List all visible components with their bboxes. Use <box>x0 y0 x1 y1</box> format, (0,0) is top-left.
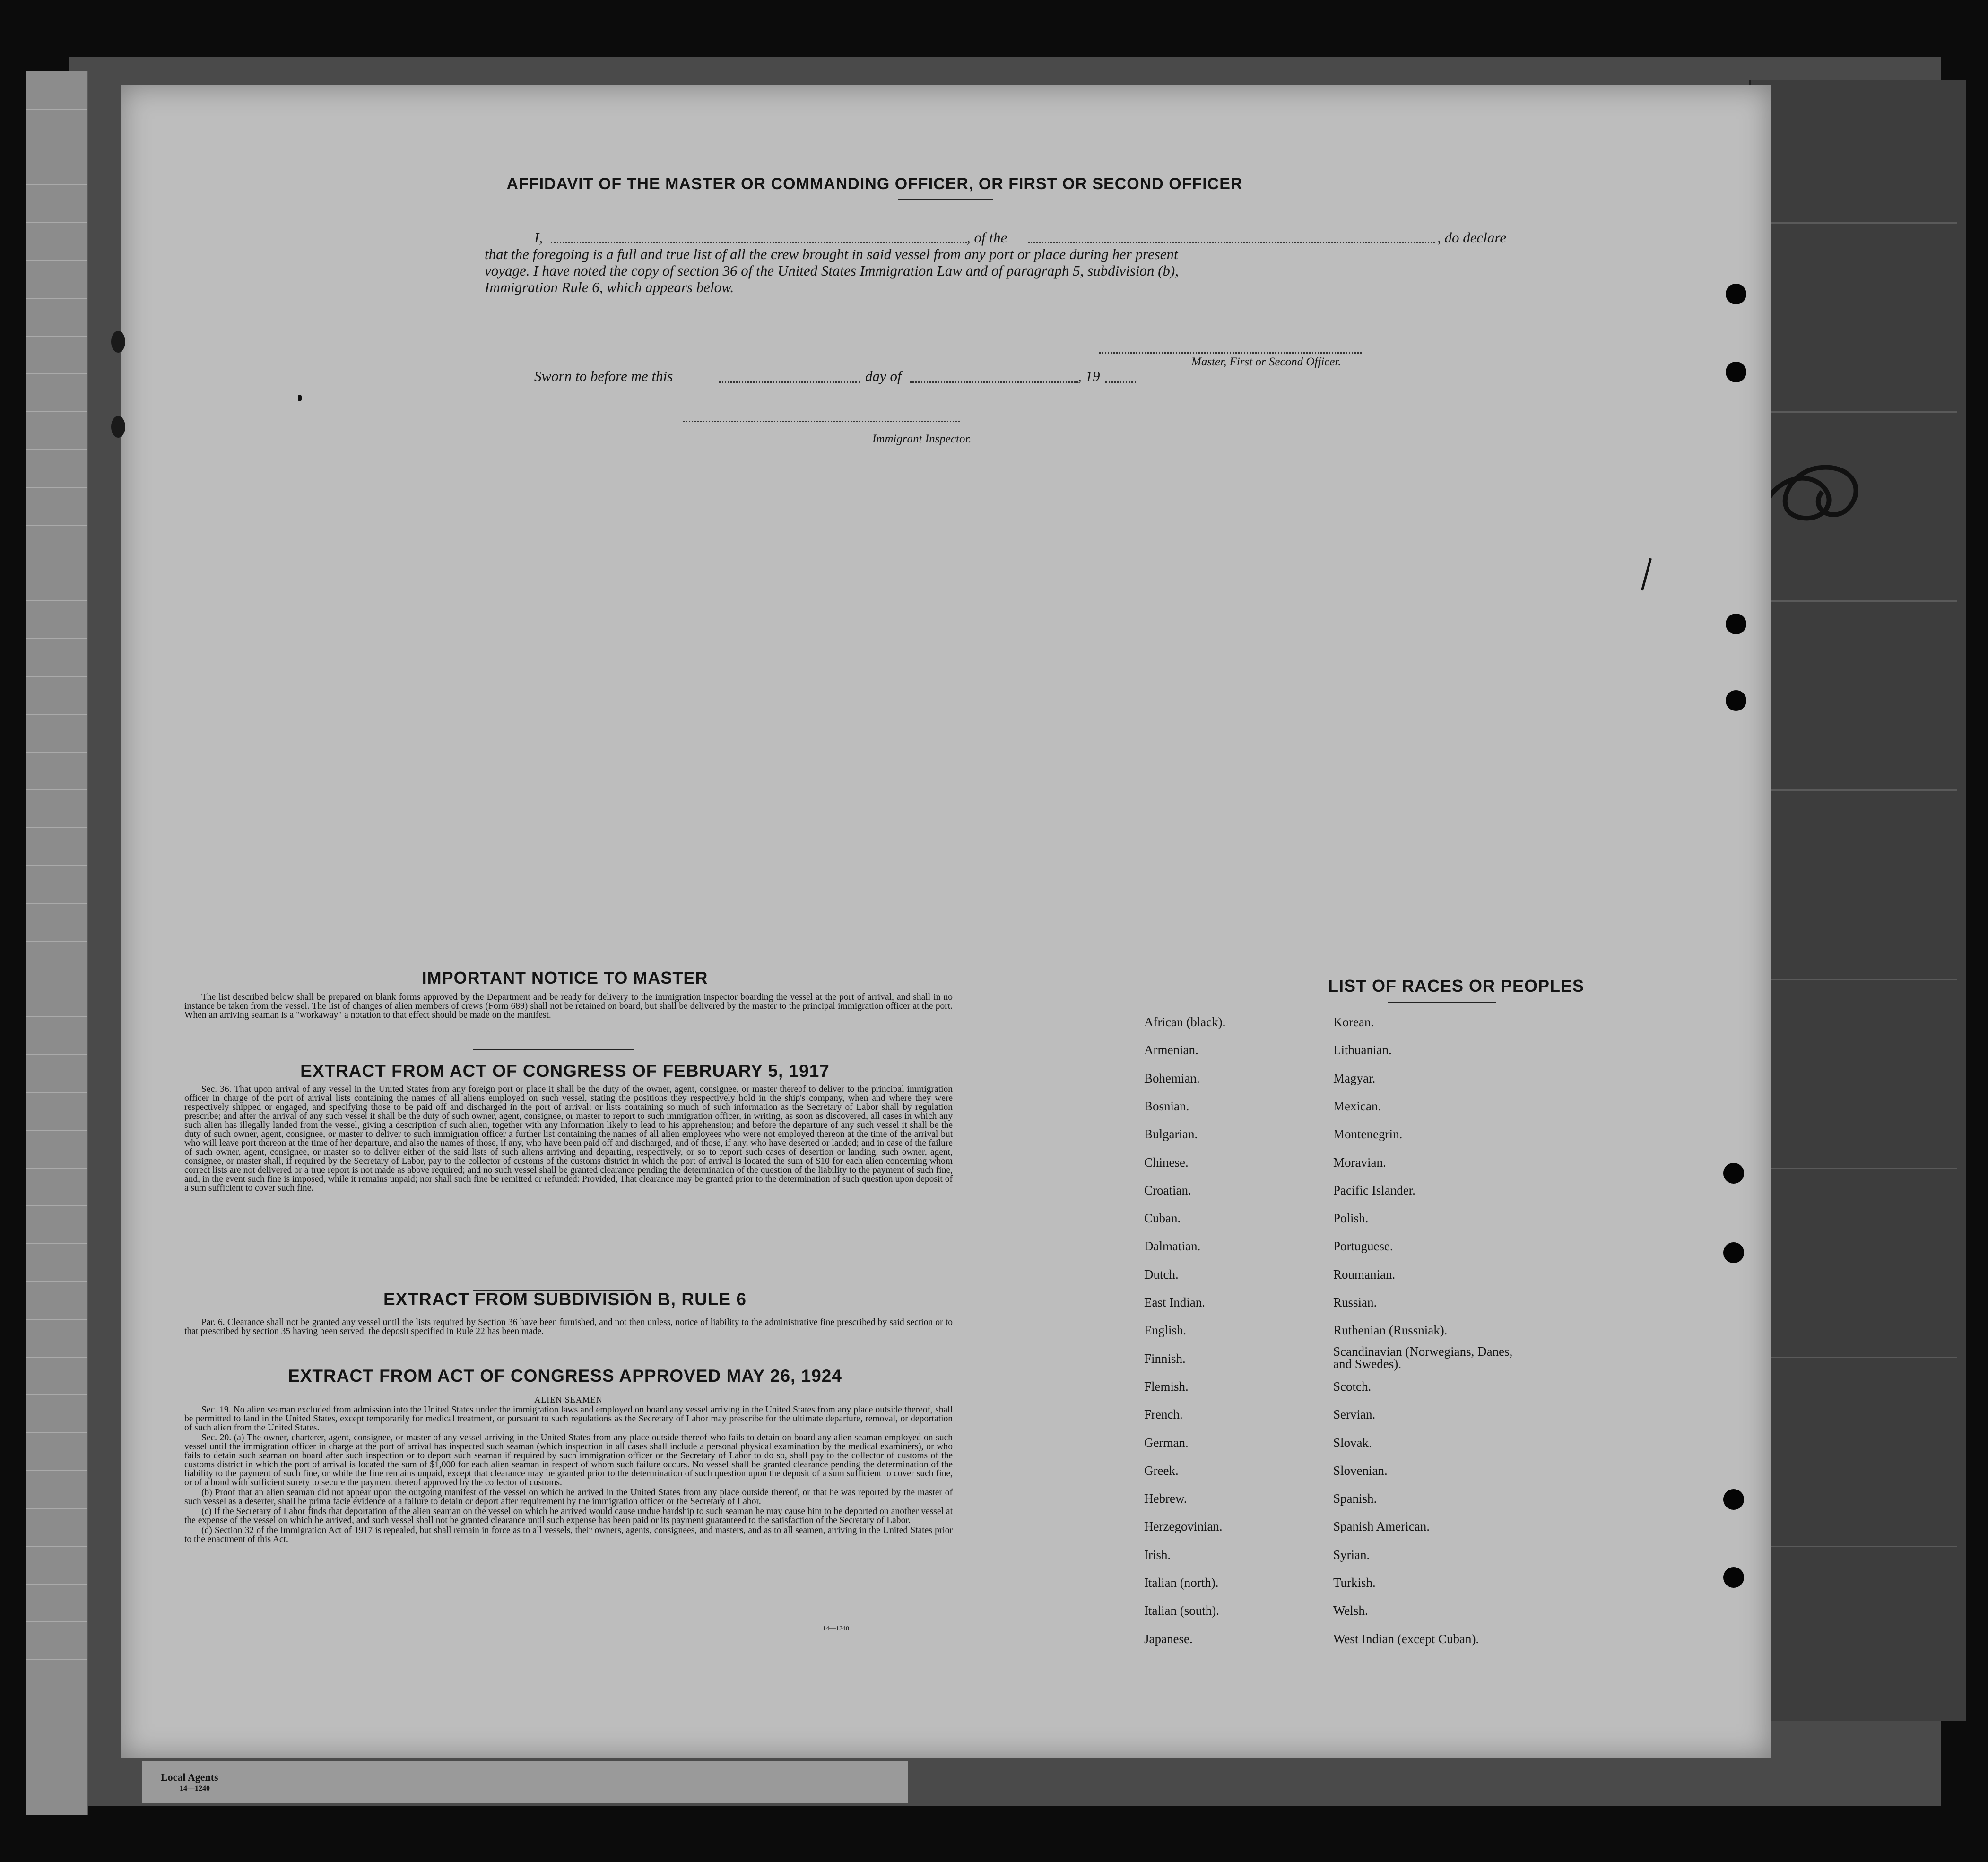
race-item: Dalmatian. <box>1144 1239 1201 1253</box>
affidavit-line-4: Immigration Rule 6, which appears below. <box>485 279 734 295</box>
section-20b-text: (b) Proof that an alien seaman did not appear upon the outgoing manifest of the vessel on which he arrived in the United States from any place outside thereof, or that he was reported by the master of such vessel as a deserter, shall be prima facie evidence of a failure to detain or deport after requirement by the immigration officer or the Secretary of Labor. <box>184 1488 953 1507</box>
punch-hole <box>1726 690 1746 711</box>
pen-loop-mark <box>1756 449 1898 544</box>
race-item: East Indian. <box>1144 1295 1205 1309</box>
race-item: Spanish. <box>1333 1491 1377 1506</box>
race-item: Bulgarian. <box>1144 1127 1198 1141</box>
section-20d-text: (d) Section 32 of the Immigration Act of 1917 is repealed, but shall remain in force as to all vessels, their owners, agents, consignees, and masters, and as to all seamen, arriving in the United States prior to the enactment of this Act. <box>184 1525 953 1544</box>
race-item: Roumanian. <box>1333 1267 1396 1282</box>
race-item: Moravian. <box>1333 1155 1386 1169</box>
punch-hole <box>1723 1242 1744 1263</box>
race-item: Ruthenian (Russniak). <box>1333 1323 1448 1337</box>
punch-hole <box>1726 362 1746 382</box>
inspector-caption: Immigrant Inspector. <box>872 433 972 445</box>
race-item: Russian. <box>1333 1295 1377 1309</box>
officer-signature-caption: Master, First or Second Officer. <box>1191 355 1341 368</box>
race-item: German. <box>1144 1436 1189 1450</box>
race-item: Turkish. <box>1333 1576 1376 1590</box>
race-item: Bosnian. <box>1144 1099 1189 1113</box>
race-item: African (black). <box>1144 1015 1226 1029</box>
race-item: Armenian. <box>1144 1043 1198 1057</box>
sworn-month-field[interactable] <box>910 381 1078 383</box>
extract-1924-body <box>184 1395 953 1545</box>
footer-form-number: 14—1240 <box>180 1784 210 1793</box>
year-label: , 19 <box>1078 368 1100 384</box>
right-backing-page <box>1749 80 1966 1721</box>
races-title: LIST OF RACES OR PEOPLES <box>1328 976 1585 996</box>
section-19-text: Sec. 19. No alien seaman excluded from admission into the United States under the immigration laws and employed on board any vessel arriving in the United States from any place outside thereof, shall be permitted to land in the United States, except temporarily for medical treatment, or pursuant to such regulations as the Secretary of Labor may prescribe for the ultimate departure, removal, or deportation of such alien from the United States. <box>184 1405 953 1433</box>
race-item: Hebrew. <box>1144 1491 1187 1506</box>
race-item: Scandinavian (Norwegians, Danes, and Swedes). <box>1333 1344 1513 1371</box>
race-item: Bohemian. <box>1144 1071 1200 1085</box>
bottom-form-strip <box>142 1761 908 1803</box>
affidavit-line-2: that the foregoing is a full and true list of all the crew brought in said vessel from any port or place during her present <box>485 246 1178 262</box>
race-item: Chinese. <box>1144 1155 1189 1169</box>
race-item: Magyar. <box>1333 1071 1376 1085</box>
race-item: Portuguese. <box>1333 1239 1393 1253</box>
race-item: Greek. <box>1144 1464 1179 1478</box>
race-item: Italian (south). <box>1144 1603 1219 1618</box>
officer-signature-field[interactable] <box>1099 352 1362 354</box>
title-underline <box>898 199 993 200</box>
punch-hole <box>1723 1489 1744 1510</box>
race-item: Finnish. <box>1144 1351 1186 1366</box>
sworn-year-field[interactable] <box>1105 381 1136 383</box>
section-20a-text: Sec. 20. (a) The owner, charterer, agent, consignee, or master of any vessel arriving in the United States from any place outside thereof who fails to detain on board any alien seaman employed on such vessel until the immigration officer in charge at the port of arrival has inspected such seaman (which inspection in all cases shall include a personal physical examination by the medical examiners), or who fails to detain such seaman on board after such inspection or to deport such seaman if required by such immigration officer or the Secretary of Labor to do so, shall pay to the collector of customs of the customs district in which the port of arrival is located the sum of $1,000 for each alien seaman in respect of whom such failure occurs. No vessel shall be granted clearance pending the determination of the liability to the payment of such fine, or while the fine remains unpaid, except that clearance may be granted prior to the determination of such question upon the deposit of a sum sufficient to cover such fine, or of a bond with sufficient surety to secure the payment thereof approved by the collector of customs. <box>184 1433 953 1488</box>
punch-hole <box>1723 1567 1744 1588</box>
notice-paragraph: The list described below shall be prepared on blank forms approved by the Department and be ready for delivery to the immigration inspector boarding the vessel at the port of arrival, and shall in no instance be taken from the vessel. The list of changes of alien members of crews (Form 689) shall not be retained on board, but shall be delivered by the master to the principal immigration officer at the port. When an arriving seaman is a "workaway" a notation to that effect should be made on the manifest. <box>184 992 953 1020</box>
punch-hole <box>1723 1163 1744 1184</box>
declarant-prefix: I, <box>534 229 543 246</box>
race-item: Spanish American. <box>1333 1519 1430 1533</box>
notice-title: IMPORTANT NOTICE TO MASTER <box>422 968 708 987</box>
race-item: Herzegovinian. <box>1144 1519 1223 1533</box>
race-item: Slovak. <box>1333 1436 1372 1450</box>
extract-1917-title: EXTRACT FROM ACT OF CONGRESS OF FEBRUARY 5, 1917 <box>300 1061 830 1081</box>
extract-1917-body <box>184 1085 953 1194</box>
race-item: English. <box>1144 1323 1187 1337</box>
race-item: Welsh. <box>1333 1603 1368 1618</box>
extract-form-number: 14—1240 <box>823 1625 849 1632</box>
race-item: Mexican. <box>1333 1099 1381 1113</box>
race-item: French. <box>1144 1407 1183 1421</box>
declarant-name-field[interactable] <box>551 242 967 243</box>
races-underline <box>1388 1002 1496 1003</box>
sworn-prefix: Sworn to before me this <box>534 368 673 384</box>
race-item: Japanese. <box>1144 1632 1193 1646</box>
race-item: Montenegrin. <box>1333 1127 1403 1141</box>
race-item: Cuban. <box>1144 1211 1181 1225</box>
race-item: Flemish. <box>1144 1379 1189 1394</box>
race-item: Italian (north). <box>1144 1576 1219 1590</box>
punch-hole <box>1726 614 1746 634</box>
affidavit-page <box>121 85 1771 1758</box>
section-20c-text: (c) If the Secretary of Labor finds that deportation of the alien seaman on the vessel on which he arrived would cause undue hardship to such seaman he may cause him to be deported on another vessel at the expense of the vessel on which he arrived, and such vessel shall not be granted clearance until such expense has been paid or its payment guaranteed to the satisfaction of the Secretary of Labor. <box>184 1507 953 1525</box>
day-of-label: day of <box>865 368 902 384</box>
notice-body <box>184 993 953 1021</box>
affidavit-line-3: voyage. I have noted the copy of section 36 of the United States Immigration Law and of paragraph 5, subdivision (b), <box>485 262 1179 279</box>
race-item: Slovenian. <box>1333 1464 1388 1478</box>
inspector-signature-field[interactable] <box>683 421 960 422</box>
declare-label: , do declare <box>1437 229 1507 246</box>
alien-seamen-subtitle: ALIEN SEAMEN <box>534 1395 603 1404</box>
race-item: Syrian. <box>1333 1548 1370 1562</box>
race-item: Pacific Islander. <box>1333 1183 1415 1197</box>
section-divider <box>473 1049 634 1050</box>
race-item: Dutch. <box>1144 1267 1179 1282</box>
race-item: West Indian (except Cuban). <box>1333 1632 1479 1646</box>
of-the-label: , of the <box>967 229 1007 246</box>
extract-rule6-body <box>184 1318 953 1337</box>
pen-dot-mark <box>298 395 302 401</box>
affidavit-title: AFFIDAVIT OF THE MASTER OR COMMANDING OFFICER, OR FIRST OR SECOND OFFICER <box>506 175 1243 193</box>
extract-1924-title: EXTRACT FROM ACT OF CONGRESS APPROVED MAY 26, 1924 <box>288 1366 842 1386</box>
race-item: Lithuanian. <box>1333 1043 1392 1057</box>
pen-tick-mark <box>1641 558 1652 591</box>
extract-rule6-title: EXTRACT FROM SUBDIVISION B, RULE 6 <box>383 1290 747 1309</box>
paragraph-6-text: Par. 6. Clearance shall not be granted any vessel until the lists required by Section 36 have been furnished, and not then unless, notice of liability to the administrative fine prescribed by said section or to that prescribed by section 35 having been served, the deposit specified in Rule 22 has been made. <box>184 1317 953 1336</box>
race-item: Irish. <box>1144 1548 1171 1562</box>
sworn-day-field[interactable] <box>719 381 860 383</box>
race-item: Scotch. <box>1333 1379 1372 1394</box>
punch-hole <box>1726 284 1746 304</box>
race-item: Korean. <box>1333 1015 1374 1029</box>
section-36-text: Sec. 36. That upon arrival of any vessel in the United States from any foreign port or place it shall be the duty of the owner, agent, consignee, or master thereof to deliver to the principal immigration officer in charge of the port of arrival lists containing the names of all aliens employed on such vessel, stating the positions they respectively hold in the ship's company, when and where they were respectively shipped or engaged, and specifying those to be paid off and discharged in the port of arrival; or lists containing so much of such information as the Secretary of Labor shall by regulation prescribe; and after the arrival of any such vessel it shall be the duty of such owner, agent, consignee, or master to report to such immigration officer, in writing, as soon as discovered, all cases in which any such alien has illegally landed from the vessel, giving a description of such alien, together with any information likely to lead to his apprehension; and before the departure of any such vessel it shall be the duty of such owner, agent, consignee, or master to deliver to such immigration officer a further list containing the names of all alien employees who were not employed thereon at the time of the arrival but who will leave port thereon at the time of her departure, and also the names of those, if any, who have been paid off and discharged, and of those, if any, who have deserted or landed; and in case of the failure of such owner, agent, consignee, or master so to deliver either of the said lists of such aliens arriving and departing, respectively, or so to report such cases of desertion or landing, such owner, agent, consignee, or master shall, if required by the Secretary of Labor, pay to the collector of customs of the customs district in which the port of arrival is located the sum of $10 for each alien concerning whom correct lists are not delivered or a true report is not made as above required; and no such vessel shall be granted clearance pending the determination of the question of the liability to the payment of such fine, and, in the event such fine is imposed, while it remains unpaid; nor shall such fine be remitted or refunded: Provided, That clearance may be granted prior to the determination of such question upon deposit of a sum sufficient to cover such fine. <box>184 1084 953 1193</box>
punch-hole <box>111 331 125 353</box>
race-item: Croatian. <box>1144 1183 1191 1197</box>
punch-hole <box>111 416 125 438</box>
left-binding-strip <box>26 71 88 1815</box>
race-item: Servian. <box>1333 1407 1376 1421</box>
race-item: Polish. <box>1333 1211 1369 1225</box>
vessel-name-field[interactable] <box>1028 242 1435 243</box>
local-agents-label: Local Agents <box>161 1771 218 1783</box>
